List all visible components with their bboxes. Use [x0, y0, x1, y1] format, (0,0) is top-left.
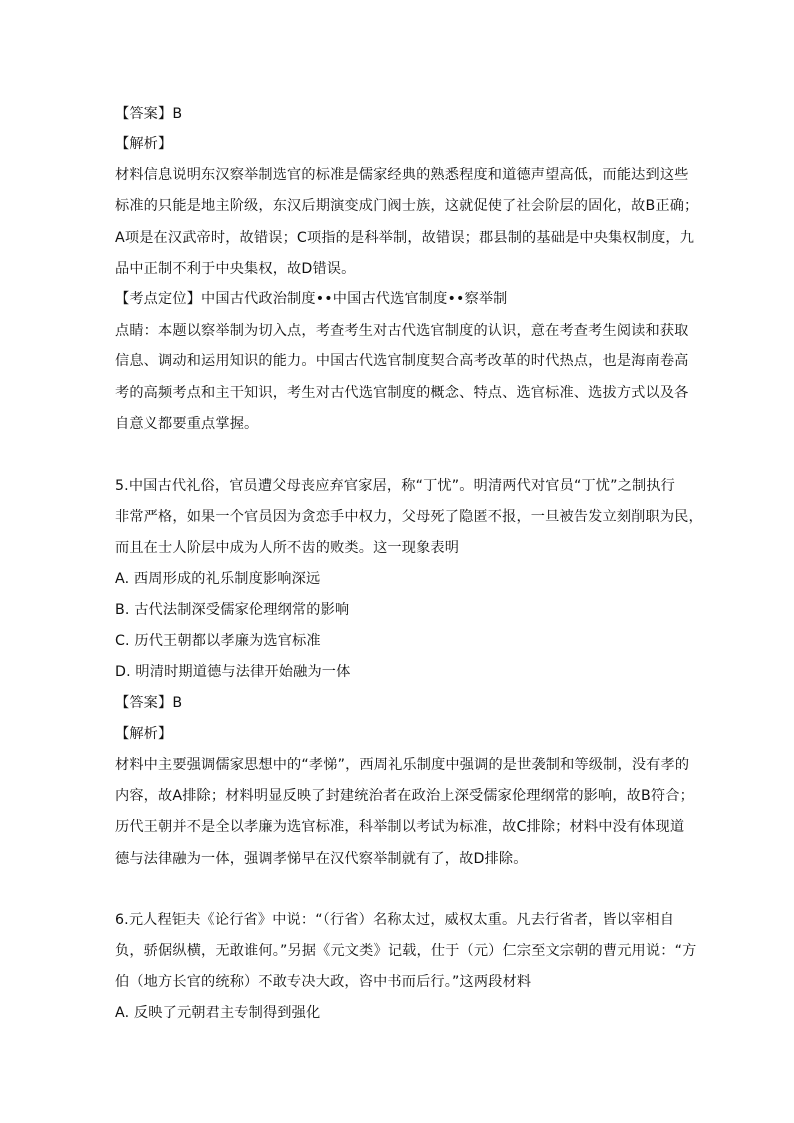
question-stem-line: 非常严格，如果一个官员因为贪恋手中权力，父母死了隐匿不报，一旦被告发立刻削职为民，	[115, 509, 703, 525]
analysis-line: 标准的只能是地主阶级，东汉后期演变成门阀士族，这就促使了社会阶层的固化，故B正确；	[115, 198, 699, 214]
option-a: A. 西周形成的礼乐制度影响深远	[115, 571, 321, 587]
dianjing-line: 自意义都要重点掌握。	[115, 416, 259, 432]
answer-label: 【答案】B	[115, 106, 183, 122]
question-stem-line: 而且在士人阶层中成为人所不齿的败类。这一现象表明	[115, 540, 460, 556]
dianjing-line: 信息、调动和运用知识的能力。中国古代选官制度契合高考改革的时代热点，也是海南卷高	[115, 353, 689, 369]
analysis-line: A项是在汉武帝时，故错误；C项指的是科举制，故错误；郡县制的基础是中央集权制度，九	[115, 230, 695, 246]
kaodian-line: 【考点定位】中国古代政治制度••中国古代选官制度••察举制	[115, 291, 508, 307]
dianjing-line: 点睛：本题以察举制为切入点，考查考生对古代选官制度的认识，意在考查考生阅读和获取	[115, 323, 689, 339]
analysis-line: 材料中主要强调儒家思想中的“孝悌”，西周礼乐制度中强调的是世袭制和等级制，没有孝的	[115, 757, 690, 773]
analysis-line: 德与法律融为一体，强调孝悌早在汉代察举制就有了，故D排除。	[115, 851, 528, 867]
question-stem-line: 6.元人程钜夫《论行省》中说：“（行省）名称太过，威权太重。凡去行省者，皆以宰相自	[115, 912, 675, 928]
option-a: A. 反映了元朝君主专制得到强化	[115, 1005, 321, 1021]
analysis-line: 历代王朝并不是全以孝廉为选官标准，科举制以考试为标准，故C排除；材料中没有体现道	[115, 819, 685, 835]
analysis-line: 材料信息说明东汉察举制选官的标准是儒家经典的熟悉程度和道德声望高低，而能达到这些	[115, 167, 689, 183]
answer-label: 【答案】B	[115, 695, 183, 711]
analysis-heading: 【解析】	[115, 726, 173, 742]
analysis-heading: 【解析】	[115, 136, 173, 152]
option-c: C. 历代王朝都以孝廉为选官标准	[115, 633, 321, 649]
question-stem-line: 负，骄倨纵横，无敢谁何。”另据《元文类》记载，仕于（元）仁宗至文宗朝的曹元用说：“方	[115, 943, 697, 959]
question-stem-line: 伯（地方长官的统称）不敢专决大政，咨中书而后行。”这两段材料	[115, 974, 532, 990]
analysis-line: 内容，故A排除；材料明显反映了封建统治者在政治上深受儒家伦理纲常的影响，故B符合；	[115, 788, 694, 804]
option-d: D. 明清时期道德与法律开始融为一体	[115, 664, 351, 680]
dianjing-line: 考的高频考点和主干知识，考生对古代选官制度的概念、特点、选官标准、选拔方式以及各	[115, 385, 689, 401]
option-b: B. 古代法制深受儒家伦理纲常的影响	[115, 602, 350, 618]
question-stem-line: 5.中国古代礼俗，官员遭父母丧应弃官家居，称“丁忧”。明清两代对官员“丁忧”之制执行	[115, 478, 675, 494]
analysis-line: 品中正制不利于中央集权，故D错误。	[115, 261, 356, 277]
